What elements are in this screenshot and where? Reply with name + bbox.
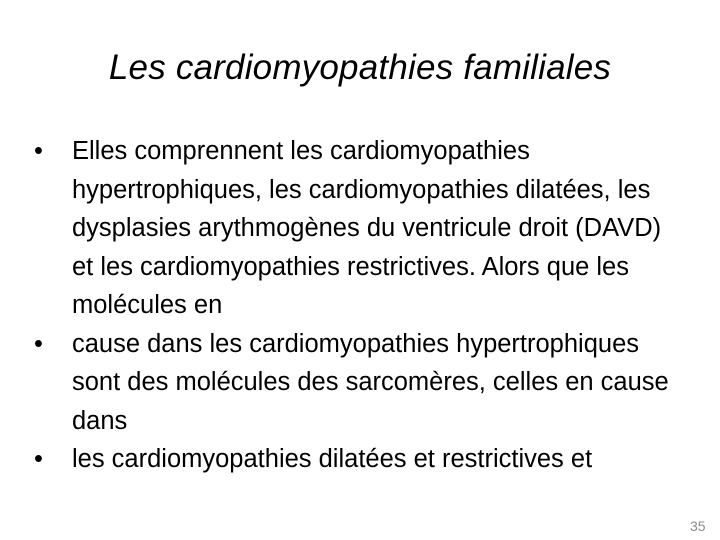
- bullet-marker: •: [34, 329, 43, 358]
- bullet-item: [34, 440, 684, 479]
- bullet-list: [34, 132, 684, 479]
- page-number: 35: [690, 518, 706, 534]
- bullet-item: [34, 132, 684, 325]
- bullet-item: [34, 325, 684, 441]
- bullet-text: les cardiomyopathies dilatées et restrictives et: [72, 445, 593, 473]
- bullet-text: cause dans les cardiomyopathies hypertrophiques sont des molécules des sarcomères, celles en cause dans: [72, 329, 669, 435]
- bullet-marker: •: [34, 137, 43, 165]
- bullet-marker: •: [34, 445, 43, 473]
- slide-title: Les cardiomyopathies familiales: [108, 48, 612, 87]
- bullet-text: Elles comprennent les cardiomyopathies hypertrophiques, les cardiomyopathies dilatées, les dysplasies arythmogènes du ventricule droit (DAVD) et les cardiomyopathies restrictives. Alors que les molécules en: [72, 137, 662, 319]
